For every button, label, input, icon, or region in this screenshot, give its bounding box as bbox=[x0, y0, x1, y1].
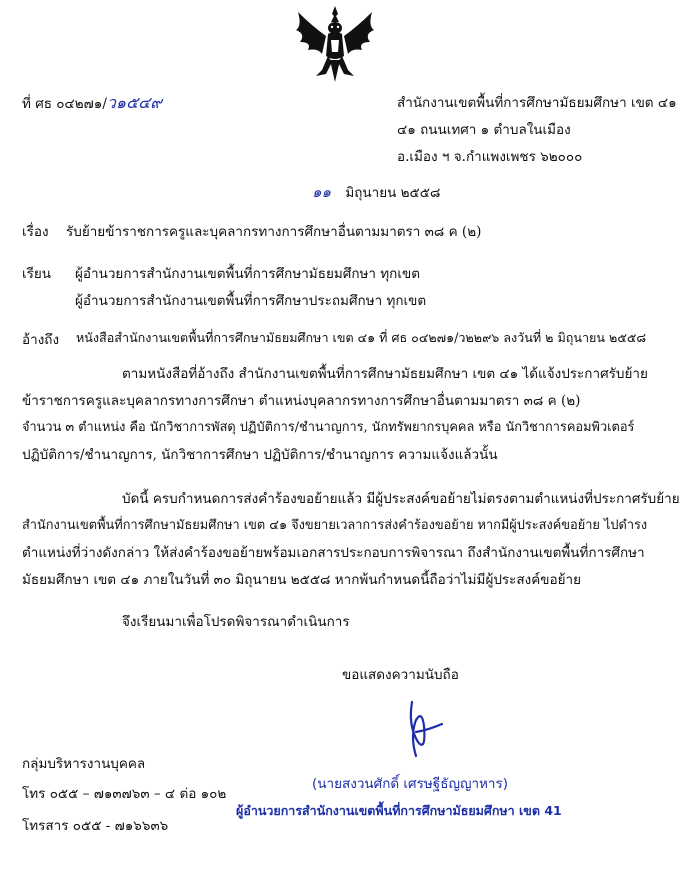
reference-number bbox=[22, 91, 162, 116]
paragraph-2-line-2: สำนักงานเขตพื้นที่การศึกษามัธยมศึกษา เขต ๔๑ จึงขยายเวลาการส่งคำร้องขอย้าย หากมีผู้ประสงค์ขอย้าย ไปดำรง bbox=[22, 518, 648, 533]
reference-number-label: ที่ ศธ ๐๔๒๗๑/ bbox=[22, 96, 107, 112]
paragraph-1-line-4: ปฏิบัติการ/ชำนาญการ, นักวิชาการศึกษา ปฏิบัติการ/ชำนาญการ ความแจ้งแล้วนั้น bbox=[22, 447, 498, 463]
department-name: กลุ่มบริหารงานบุคคล bbox=[22, 756, 146, 772]
recipient-label: เรียน bbox=[22, 266, 52, 282]
paragraph-1-line-2: ข้าราชการครูและบุคลากรทางการศึกษา ตำแหน่งบุคลากรทางการศึกษาอื่นตามมาตรา ๓๘ ค (๒) bbox=[22, 393, 581, 409]
closing-text: ขอแสดงความนับถือ bbox=[342, 667, 459, 683]
garuda-emblem-icon bbox=[292, 4, 378, 84]
date-day-handwritten: ๑๑ bbox=[312, 183, 332, 201]
reference-label: อ้างถึง bbox=[22, 332, 60, 348]
paragraph-1-line-1: ตามหนังสือที่อ้างถึง สำนักงานเขตพื้นที่การศึกษามัธยมศึกษา เขต ๔๑ ได้แจ้งประกาศรับย้าย bbox=[122, 366, 648, 382]
paragraph-2-line-1: บัดนี้ ครบกำหนดการส่งคำร้องขอย้ายแล้ว มีผู้ประสงค์ขอย้ายไม่ตรงตามตำแหน่งที่ประกาศรับย้าย bbox=[122, 491, 680, 507]
office-address-line-3: อ.เมือง ฯ จ.กำแพงเพชร ๖๒๐๐๐ bbox=[397, 149, 583, 165]
signature-icon bbox=[398, 696, 446, 766]
paragraph-2-line-4: มัธยมศึกษา เขต ๔๑ ภายในวันที่ ๓๐ มิถุนายน ๒๕๕๘ หากพ้นกำหนดนี้ถือว่าไม่มีผู้ประสงค์ขอย้าย bbox=[22, 572, 582, 588]
recipient-line-2: ผู้อำนวยการสำนักงานเขตพื้นที่การศึกษาประถมศึกษา ทุกเขต bbox=[75, 293, 427, 309]
phone-number: โทร ๐๕๕ – ๗๑๓๗๖๓ – ๔ ต่อ ๑๐๒ bbox=[22, 786, 227, 802]
office-address-line-2: ๔๑ ถนนเทศา ๑ ตำบลในเมือง bbox=[397, 122, 571, 138]
office-address-line-1: สำนักงานเขตพื้นที่การศึกษามัธยมศึกษา เขต ๔๑ bbox=[397, 95, 677, 111]
letter-date bbox=[312, 180, 440, 204]
recipient-line-1: ผู้อำนวยการสำนักงานเขตพื้นที่การศึกษามัธยมศึกษา ทุกเขต bbox=[75, 266, 420, 282]
subject-label: เรื่อง bbox=[22, 224, 49, 240]
paragraph-1-line-3: จำนวน ๓ ตำแหน่ง คือ นักวิชาการพัสดุ ปฏิบัติการ/ชำนาญการ, นักทรัพยากรบุคคล หรือ นักวิชาการคอมพิวเตอร์ bbox=[22, 420, 635, 435]
paragraph-3: จึงเรียนมาเพื่อโปรดพิจารณาดำเนินการ bbox=[122, 614, 350, 630]
signer-position: ผู้อำนวยการสำนักงานเขตพื้นที่การศึกษามัธยมศึกษา เขต 41 bbox=[236, 803, 562, 818]
subject-text: รับย้ายข้าราชการครูและบุคลากรทางการศึกษาอื่นตามมาตรา ๓๘ ค (๒) bbox=[66, 224, 482, 240]
date-month-year: มิถุนายน ๒๕๕๘ bbox=[345, 185, 441, 201]
signer-name: (นายสงวนศักดิ์ เศรษฐีธัญญาหาร) bbox=[312, 776, 509, 792]
reference-text: หนังสือสำนักงานเขตพื้นที่การศึกษามัธยมศึกษา เขต ๔๑ ที่ ศธ ๐๔๒๗๑/ว๒๒๙๖ ลงวันที่ ๒ มิถุนายน ๒๕๕๘ bbox=[76, 330, 647, 345]
paragraph-2-line-3: ตำแหน่งที่ว่างดังกล่าว ให้ส่งคำร้องขอย้ายพร้อมเอกสารประกอบการพิจารณา ถึงสำนักงานเขตพื้นที่การศึกษา bbox=[22, 545, 645, 561]
reference-number-handwritten: ว๑๕๔๙ bbox=[106, 93, 162, 112]
fax-number: โทรสาร ๐๕๕ - ๗๑๖๖๓๖ bbox=[22, 818, 169, 834]
